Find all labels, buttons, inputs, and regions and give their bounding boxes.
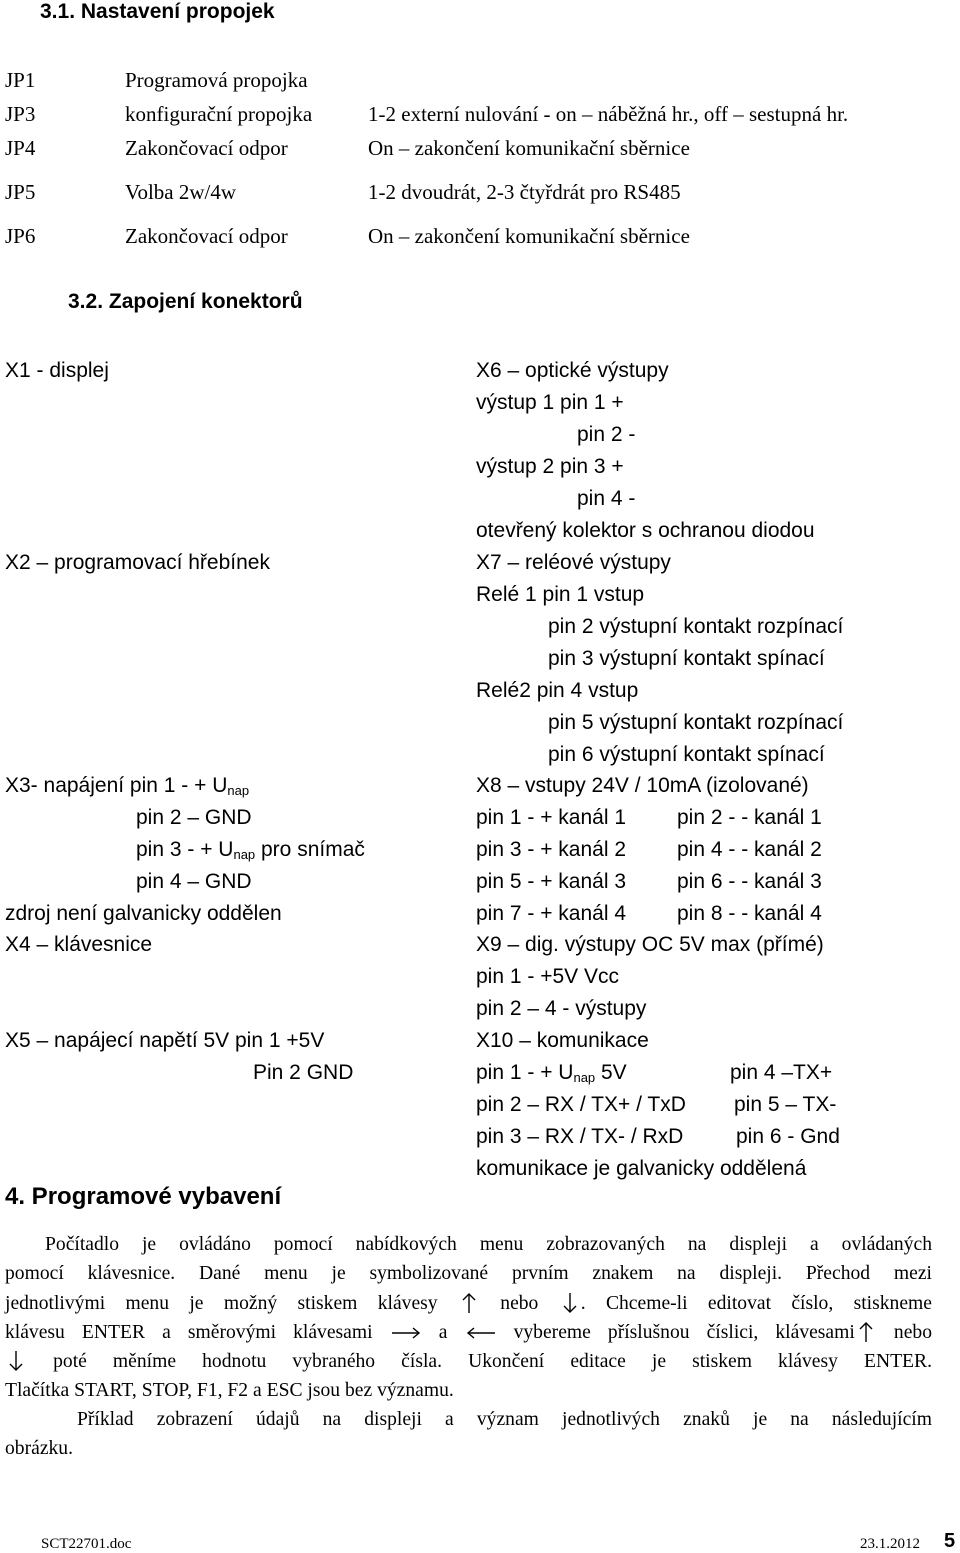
jumper-id: JP5 xyxy=(5,180,36,204)
body-paragraph xyxy=(5,1405,932,1464)
arrow-left-icon xyxy=(465,1320,497,1344)
jumper-name: Zakončovací odpor xyxy=(125,136,288,160)
jumper-desc: 1-2 dvoudrát, 2-3 čtyřdrát pro RS485 xyxy=(368,180,681,204)
x10-row3-a: pin 3 – RX / TX- / RxD xyxy=(476,1125,684,1148)
arrow-down-icon xyxy=(559,1291,581,1315)
x8-row-b: pin 2 - - kanál 1 xyxy=(677,806,822,829)
jumper-id: JP6 xyxy=(5,224,36,248)
arrow-up-icon xyxy=(855,1320,877,1344)
connector-x1: X1 - displej xyxy=(5,359,109,382)
footer-date: 23.1.2012 xyxy=(860,1536,920,1552)
x10-row1-b: pin 4 –TX+ xyxy=(730,1061,833,1084)
x6-pin2: pin 2 - xyxy=(577,423,636,446)
paragraph-line: Počítadlo je ovládáno pomocí nabídkových menu zobrazovaných na displeji a ovládaných xyxy=(45,1234,932,1255)
x8-row-b: pin 8 - - kanál 4 xyxy=(677,902,822,925)
x10-row2-a: pin 2 – RX / TX+ / TxD xyxy=(476,1093,686,1116)
x5-pin2: Pin 2 GND xyxy=(253,1061,354,1084)
jumper-name: konfigurační propojka xyxy=(125,102,313,126)
x10-note: komunikace je galvanicky oddělená xyxy=(476,1157,807,1180)
section-heading-3-1: 3.1. Nastavení propojek xyxy=(40,0,275,23)
jumper-desc: 1-2 externí nulování - on – náběžná hr., off – sestupná hr. xyxy=(368,102,849,126)
x7-pin3: pin 3 výstupní kontakt spínací xyxy=(548,647,825,670)
jumper-desc: On – zakončení komunikační sběrnice xyxy=(368,224,690,248)
x7-relay2: Relé2 pin 4 vstup xyxy=(476,679,639,702)
x6-output1: výstup 1 pin 1 + xyxy=(476,391,624,414)
x7-pin6: pin 6 výstupní kontakt spínací xyxy=(548,743,825,766)
arrow-up-icon xyxy=(458,1291,480,1315)
x6-output2: výstup 2 pin 3 + xyxy=(476,455,624,478)
jumper-id: JP3 xyxy=(5,102,36,126)
connector-x8: X8 – vstupy 24V / 10mA (izolované) xyxy=(476,774,809,797)
jumper-name: Volba 2w/4w xyxy=(125,180,237,204)
arrow-down-icon xyxy=(5,1349,27,1373)
jumper-desc: On – zakončení komunikační sběrnice xyxy=(368,136,690,160)
page-number: 5 xyxy=(944,1530,956,1552)
paragraph-line: klávesu ENTER a směrovými klávesami a vybereme příslušnou číslici, klávesami nebo xyxy=(5,1321,932,1343)
x7-relay1: Relé 1 pin 1 vstup xyxy=(476,583,645,606)
section-heading-3-2: 3.2. Zapojení konektorů xyxy=(68,290,303,313)
x6-pin4: pin 4 - xyxy=(577,487,636,510)
connector-x9: X9 – dig. výstupy OC 5V max (přímé) xyxy=(476,933,824,956)
x8-row-a: pin 7 - + kanál 4 xyxy=(476,902,627,925)
x8-row-a: pin 1 - + kanál 1 xyxy=(476,806,627,829)
x3-pin2: pin 2 – GND xyxy=(136,806,252,829)
x10-row3-b: pin 6 - Gnd xyxy=(736,1125,840,1148)
connector-x10: X10 – komunikace xyxy=(476,1029,649,1052)
paragraph-line: Příklad zobrazení údajů na displeji a význam jednotlivých znaků je na následujícím xyxy=(77,1409,932,1430)
x8-row-a: pin 5 - + kanál 3 xyxy=(476,870,627,893)
arrow-right-icon xyxy=(390,1320,422,1344)
x7-pin2: pin 2 výstupní kontakt rozpínací xyxy=(548,615,844,638)
x10-row1-a: pin 1 - + $U_{nap}$ 5V xyxy=(476,1061,627,1085)
connector-x6: X6 – optické výstupy xyxy=(476,359,669,382)
jumper-id: JP4 xyxy=(5,136,36,160)
connector-x2: X2 – programovací hřebínek xyxy=(5,551,270,574)
x3-pin3: pin 3 - + $U_{nap}$ pro snímač xyxy=(136,838,365,862)
jumper-id: JP1 xyxy=(5,68,36,92)
section-heading-4: 4. Programové vybavení xyxy=(5,1183,282,1210)
paragraph-line: obrázku. xyxy=(5,1438,74,1460)
paragraph-line: jednotlivými menu je možný stiskem klávesy nebo . Chceme-li editovat číslo, stiskneme xyxy=(5,1292,932,1314)
footer-filename: SCT22701.doc xyxy=(41,1536,132,1552)
connector-x7: X7 – reléové výstupy xyxy=(476,551,671,574)
x9-pin2: pin 2 – 4 - výstupy xyxy=(476,997,647,1020)
x3-pin4: pin 4 – GND xyxy=(136,870,252,893)
paragraph-line: poté měníme hodnotu vybraného čísla. Ukončení editace je stiskem klávesy ENTER. xyxy=(5,1347,932,1376)
x8-row-a: pin 3 - + kanál 2 xyxy=(476,838,627,861)
x8-row-b: pin 6 - - kanál 3 xyxy=(677,870,822,893)
jumper-name: Programová propojka xyxy=(125,68,308,92)
x3-note: zdroj není galvanicky oddělen xyxy=(5,902,282,925)
paragraph-line: pomocí klávesnice. Dané menu je symbolizované prvním znakem na displeji. Přechod mezi xyxy=(5,1263,932,1285)
x7-pin5: pin 5 výstupní kontakt rozpínací xyxy=(548,711,844,734)
jumper-name: Zakončovací odpor xyxy=(125,224,288,248)
x6-note: otevřený kolektor s ochranou diodou xyxy=(476,519,815,542)
body-paragraph xyxy=(5,1230,932,1406)
connector-x5: X5 – napájecí napětí 5V pin 1 +5V xyxy=(5,1029,325,1052)
x8-row-b: pin 4 - - kanál 2 xyxy=(677,838,822,861)
connector-x3: X3- napájení pin 1 - + $U_{nap}$ xyxy=(5,774,250,798)
connector-x4: X4 – klávesnice xyxy=(5,933,153,956)
x9-pin1: pin 1 - +5V Vcc xyxy=(476,965,619,988)
x10-row2-b: pin 5 – TX- xyxy=(734,1093,837,1116)
paragraph-line: Tlačítka START, STOP, F1, F2 a ESC jsou bez významu. xyxy=(5,1380,454,1402)
